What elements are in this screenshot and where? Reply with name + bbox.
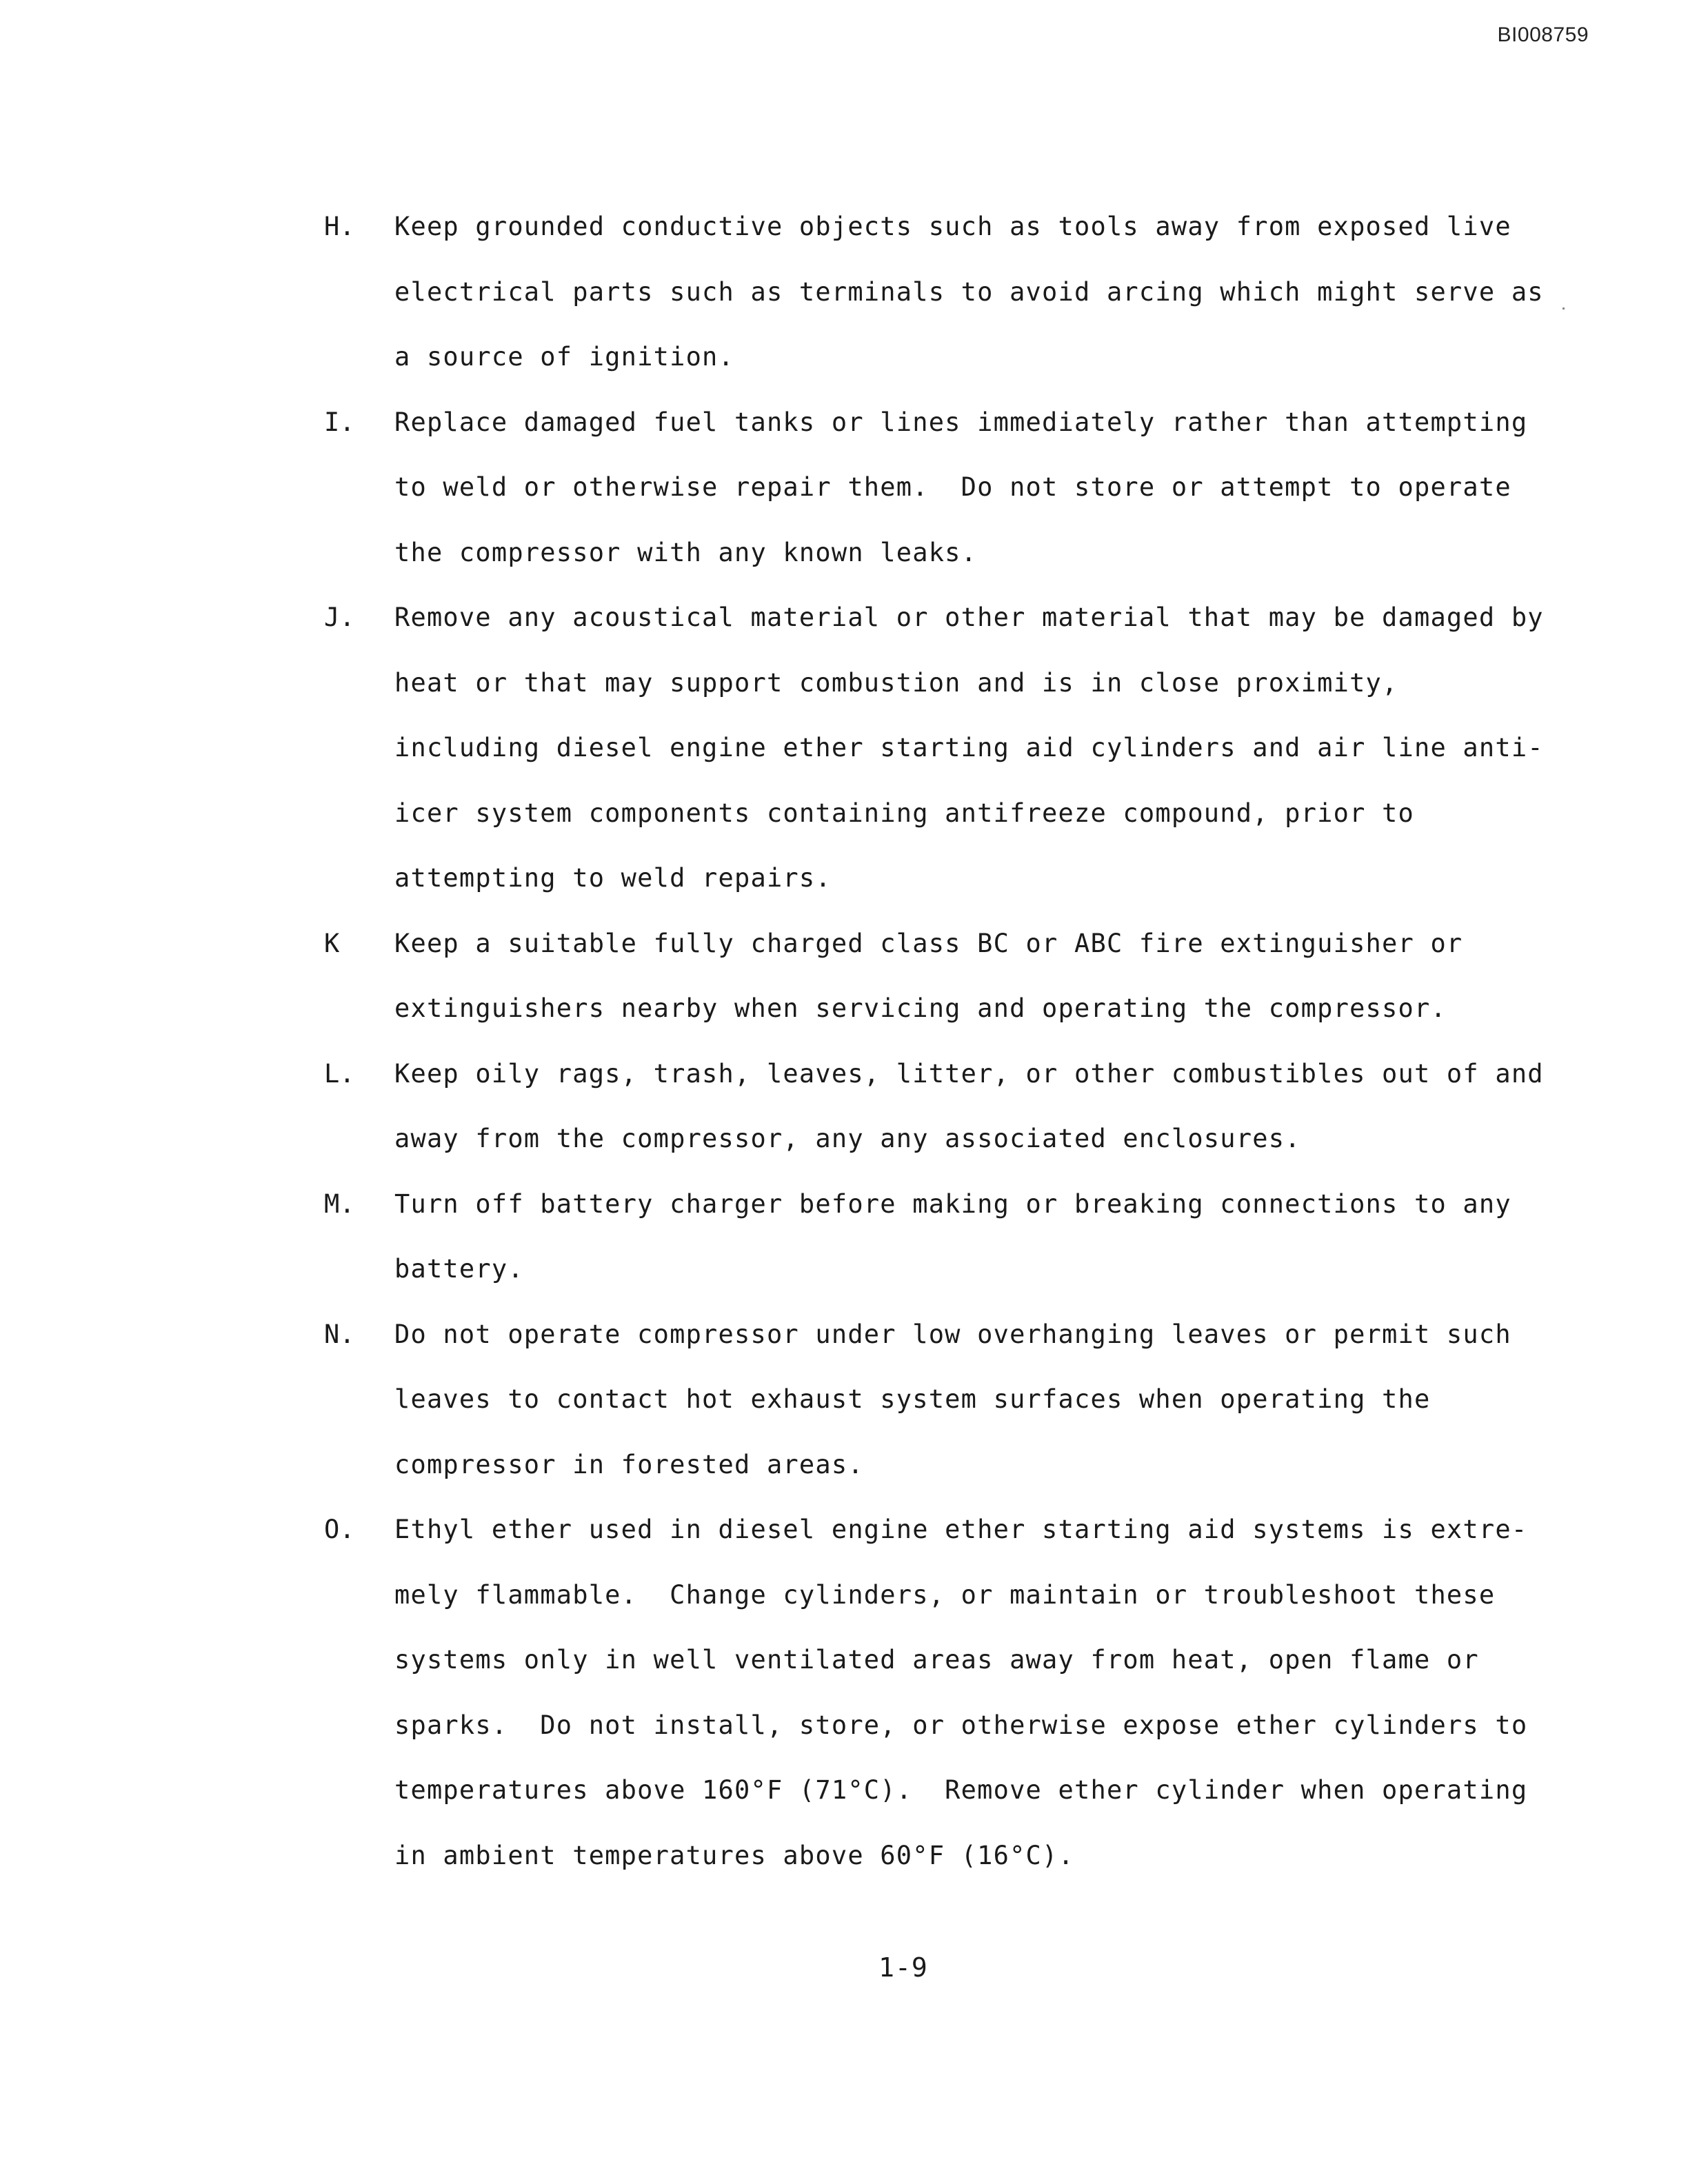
item-text-line: including diesel engine ether starting aid cylinders and air line anti- (394, 733, 1544, 762)
item-text-line: the compressor with any known leaks. (394, 537, 978, 567)
item-letter: I. (324, 407, 355, 437)
item-text-line: Keep oily rags, trash, leaves, litter, or other combustibles out of and (394, 1058, 1544, 1089)
item-text-line: temperatures above 160°F (71°C). Remove ether cylinder when operating (394, 1775, 1528, 1805)
item-text-line: Turn off battery charger before making or breaking connections to any (394, 1189, 1511, 1219)
list-item-l (324, 1042, 1565, 1172)
item-text-line: icer system components containing antifreeze compound, prior to (394, 798, 1414, 828)
item-letter: O. (324, 1515, 355, 1544)
list-item-i (324, 390, 1565, 586)
item-letter: J. (324, 603, 355, 632)
list-item-k (324, 911, 1565, 1042)
list-item-n (324, 1302, 1565, 1498)
list-item-j (324, 585, 1565, 911)
item-text-line: to weld or otherwise repair them. Do not store or attempt to operate (394, 472, 1511, 502)
list-item-h (324, 194, 1565, 390)
item-text-line: battery. (394, 1254, 524, 1284)
item-text-line: electrical parts such as terminals to avoid arcing which might serve as (394, 276, 1544, 307)
item-letter: H. (324, 212, 355, 241)
item-text-line: sparks. Do not install, store, or otherwise expose ether cylinders to (394, 1710, 1528, 1740)
list-item-o (324, 1497, 1565, 1888)
item-text-line: mely flammable. Change cylinders, or maintain or troubleshoot these (394, 1579, 1496, 1610)
item-text-line: Replace damaged fuel tanks or lines immediately rather than attempting (394, 407, 1528, 437)
item-text-line: attempting to weld repairs. (394, 863, 832, 893)
item-text-line: Keep grounded conductive objects such as tools away from exposed live (394, 212, 1511, 241)
item-text-line: a source of ignition. (394, 342, 734, 372)
item-text-line: Do not operate compressor under low overhanging leaves or permit such (394, 1319, 1511, 1349)
item-text-line: leaves to contact hot exhaust system surfaces when operating the (394, 1384, 1431, 1414)
item-letter: N. (324, 1319, 355, 1349)
item-text-line: Ethyl ether used in diesel engine ether starting aid systems is extre- (394, 1515, 1528, 1544)
item-text-line: extinguishers nearby when servicing and operating the compressor. (394, 993, 1447, 1023)
safety-items-list (324, 194, 1565, 1888)
item-text-line: in ambient temperatures above 60°F (16°C). (394, 1840, 1074, 1870)
item-letter: K (324, 928, 340, 958)
item-text-line: away from the compressor, any any associated enclosures. (394, 1124, 1301, 1153)
item-text-line: systems only in well ventilated areas away from heat, open flame or (394, 1645, 1479, 1675)
list-item-m (324, 1172, 1565, 1302)
item-text-line: heat or that may support combustion and is in close proximity, (394, 667, 1398, 698)
item-text-line: compressor in forested areas. (394, 1449, 864, 1479)
page-number: 1-9 (878, 1952, 928, 1983)
item-letter: L. (324, 1058, 355, 1089)
item-text-line: Remove any acoustical material or other material that may be damaged by (394, 603, 1544, 632)
item-text-line: Keep a suitable fully charged class BC or ABC fire extinguisher or (394, 928, 1463, 958)
item-letter: M. (324, 1189, 355, 1219)
document-id: BI008759 (1497, 23, 1589, 46)
